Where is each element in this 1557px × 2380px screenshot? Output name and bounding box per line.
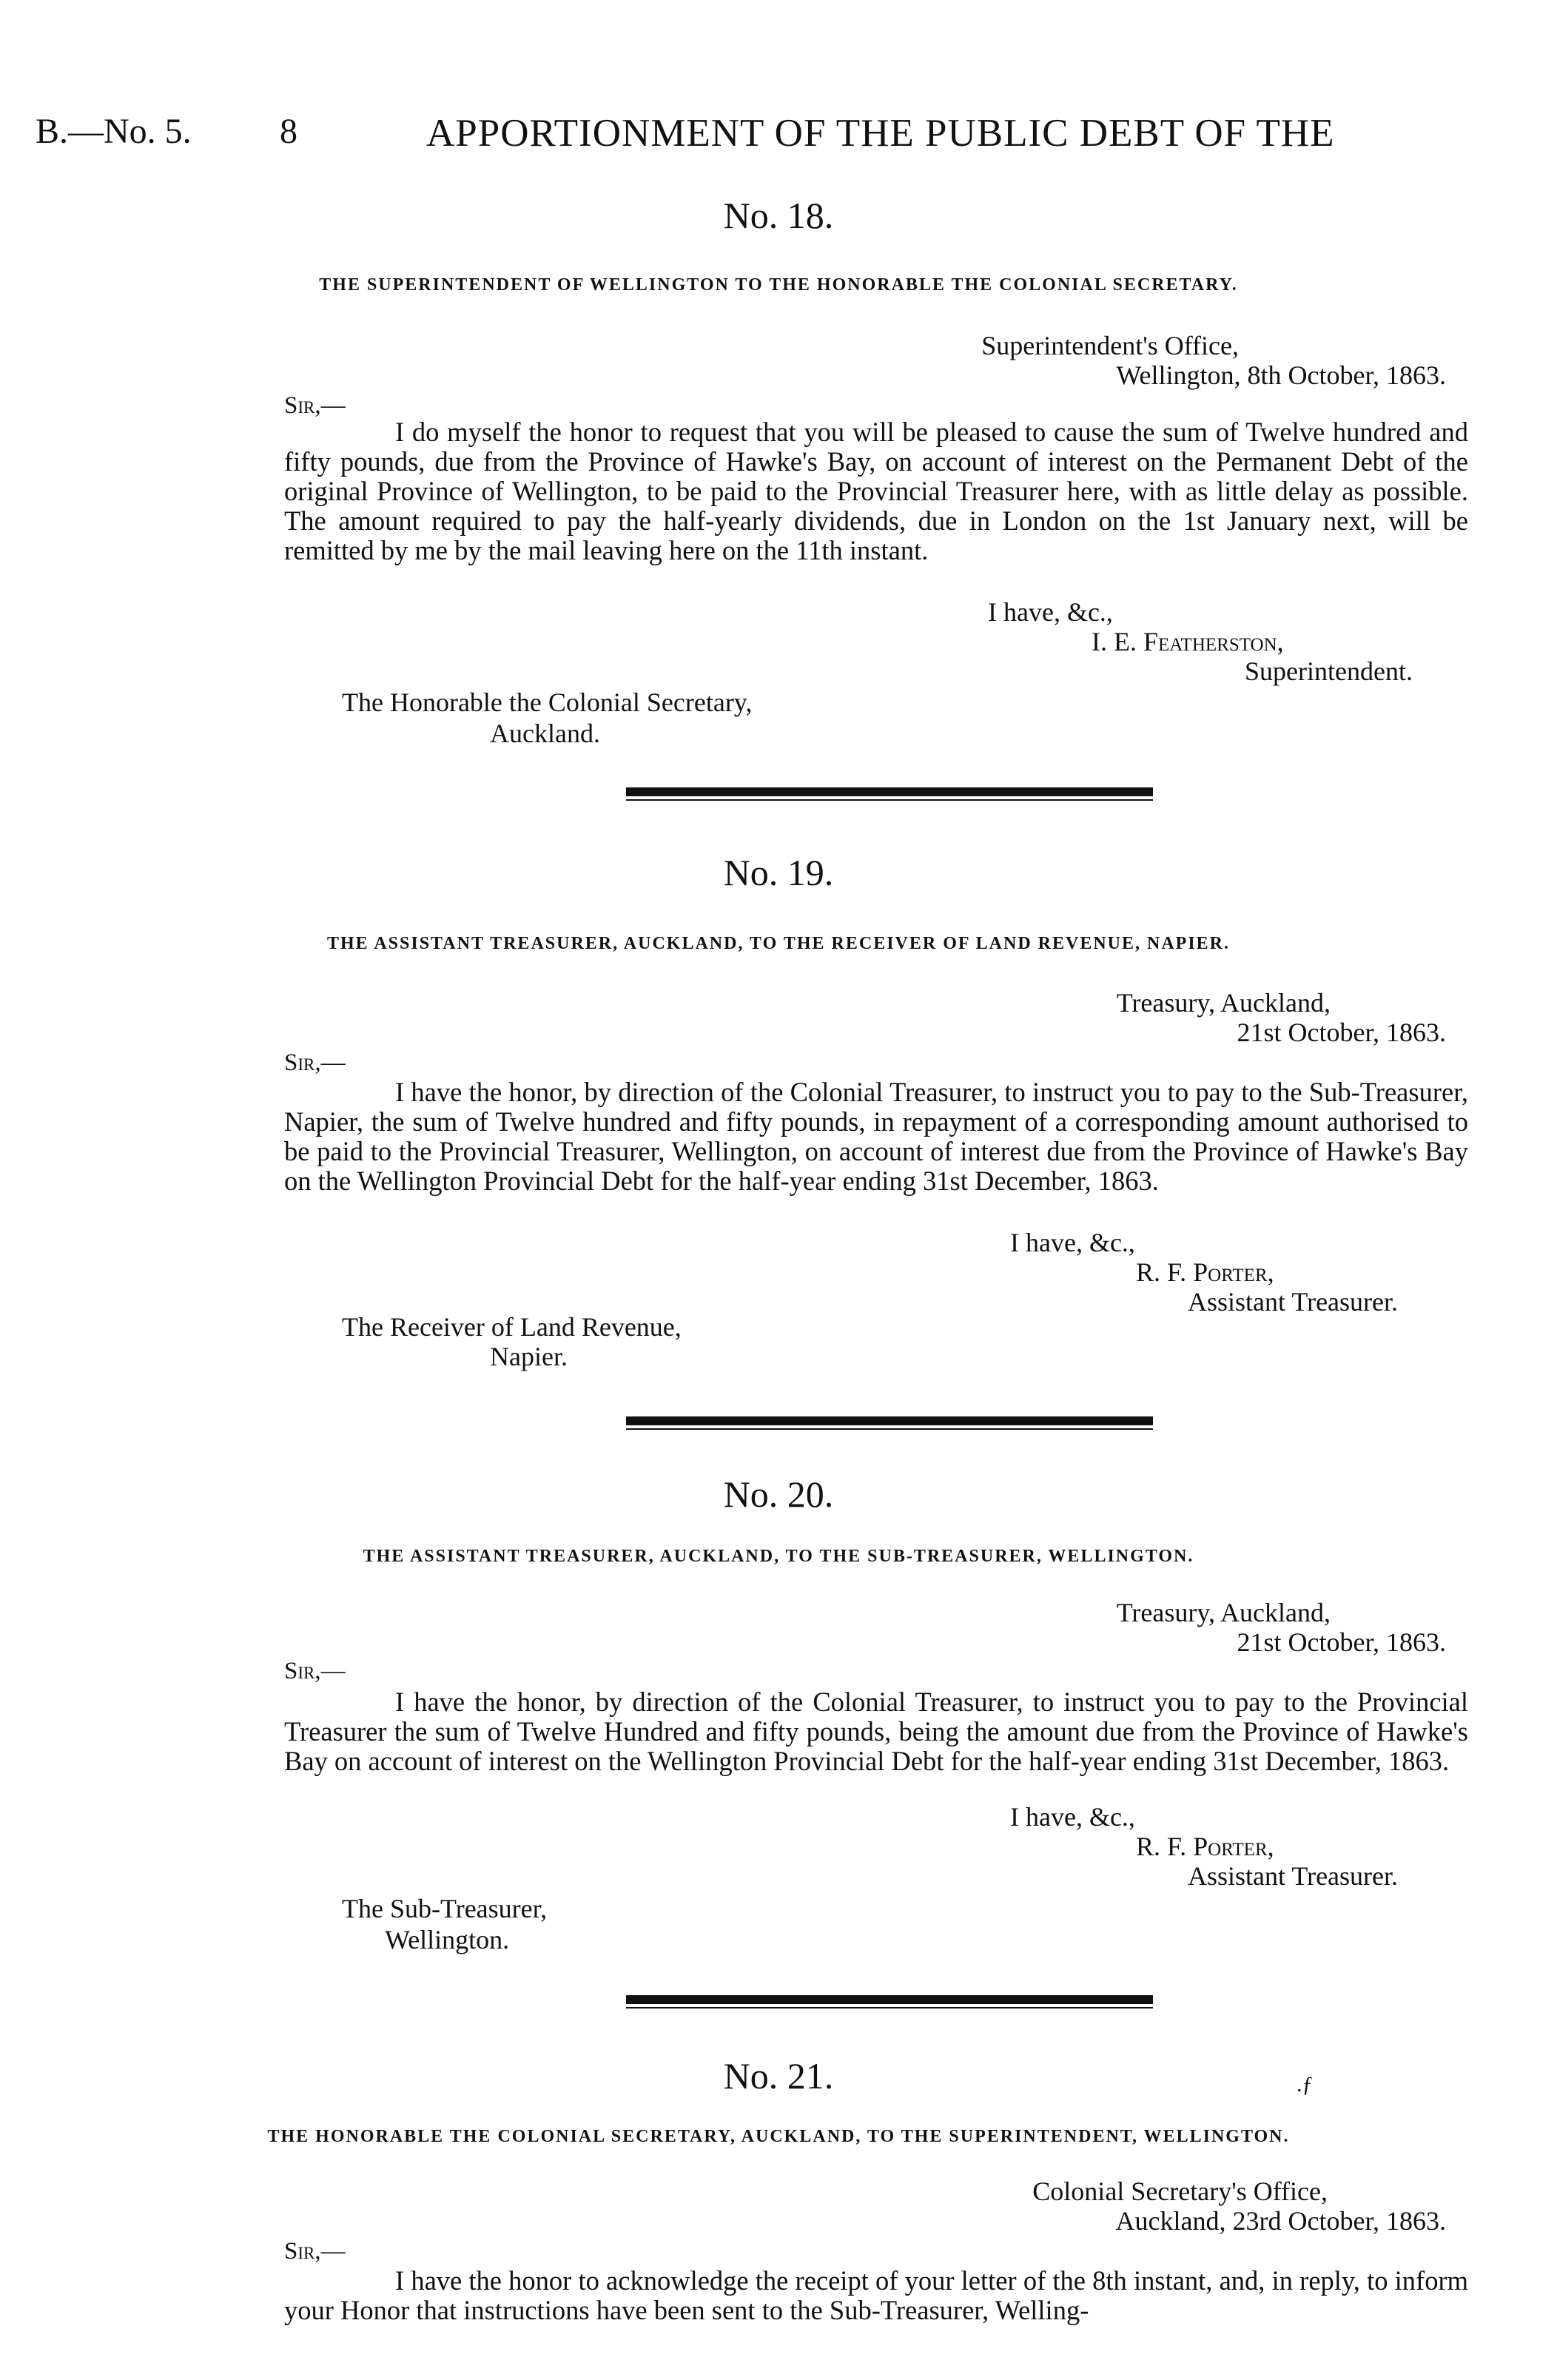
salutation: Sir,— bbox=[284, 1658, 346, 1684]
signatory-title: Superintendent. bbox=[1245, 656, 1413, 686]
recipient-line-1: The Honorable the Colonial Secretary, bbox=[342, 688, 753, 717]
salutation: Sir,— bbox=[284, 392, 346, 419]
letter-number: No. 19. bbox=[723, 852, 834, 893]
sender-address-line-2: 21st October, 1863. bbox=[1237, 1627, 1446, 1657]
recipient-line-1: The Sub-Treasurer, bbox=[342, 1894, 548, 1923]
recipient-line-2: Auckland. bbox=[490, 719, 600, 748]
letter-heading: THE ASSISTANT TREASURER, AUCKLAND, TO THE SUB-TREASURER, WELLINGTON. bbox=[363, 1547, 1194, 1566]
signatory-name: R. F. Porter, bbox=[1136, 1257, 1274, 1287]
page-header bbox=[36, 111, 1486, 163]
sender-address-line-1: Treasury, Auckland, bbox=[1116, 1598, 1331, 1627]
print-speck: .ƒ bbox=[1297, 2072, 1314, 2097]
letter-heading: THE ASSISTANT TREASURER, AUCKLAND, TO THE RECEIVER OF LAND REVENUE, NAPIER. bbox=[326, 934, 1231, 953]
sender-address-line-2: Wellington, 8th October, 1863. bbox=[1116, 360, 1446, 390]
salutation: Sir,— bbox=[284, 2238, 346, 2265]
section-divider bbox=[626, 1995, 1153, 2004]
closing: I have, &c., bbox=[988, 597, 1113, 627]
recipient-line-2: Napier. bbox=[490, 1342, 568, 1371]
letter-body: I have the honor, by direction of the Colonial Treasurer, to instruct you to pay to the Provincial Treasurer the sum of Twelve Hundred and fifty pounds, being the amount due from the Province of Hawke's Bay on account of interest on the Wellington Provincial Debt for the half-year ending 31st December, 1863. bbox=[284, 1687, 1468, 1776]
letter-body: I have the honor, by direction of the Colonial Treasurer, to instruct you to pay to the Sub-Treasurer, Napier, the sum of Twelve hundred and fifty pounds, in repayment of a corresponding amount authorised to be paid to the Provincial Treasurer, Wellington, on account of interest due from the Province of Hawke's Bay on the Wellington Provincial Debt for the half-year ending 31st December, 1863. bbox=[284, 1077, 1468, 1196]
signatory-name: R. F. Porter, bbox=[1136, 1832, 1274, 1861]
sender-address-line-2: 21st October, 1863. bbox=[1237, 1018, 1446, 1047]
closing: I have, &c., bbox=[1010, 1228, 1135, 1257]
sender-address-line-1: Superintendent's Office, bbox=[981, 331, 1239, 360]
page-number: 8 bbox=[280, 112, 297, 151]
recipient-line-1: The Receiver of Land Revenue, bbox=[342, 1312, 682, 1342]
closing: I have, &c., bbox=[1010, 1802, 1135, 1832]
letter-number: No. 18. bbox=[723, 195, 834, 236]
sender-address-line-1: Colonial Secretary's Office, bbox=[1032, 2176, 1328, 2206]
signatory-title: Assistant Treasurer. bbox=[1188, 1861, 1399, 1891]
sender-address-line-1: Treasury, Auckland, bbox=[1116, 988, 1331, 1018]
letter-body: I do myself the honor to request that you will be pleased to cause the sum of Twelve hundred and fifty pounds, due from the Province of Hawke's Bay, on account of interest on the Permanent Debt of the original Province of Wellington, to be paid to the Provincial Treasurer here, with as little delay as possible. The amount required to pay the half-yearly dividends, due in London on the 1st January next, will be remitted by me by the mail leaving here on the 11th instant. bbox=[284, 417, 1468, 565]
document-reference: B.—No. 5. bbox=[36, 112, 192, 151]
signatory-name: I. E. Featherston, bbox=[1092, 627, 1284, 656]
signatory-title: Assistant Treasurer. bbox=[1188, 1287, 1399, 1317]
recipient-line-2: Wellington. bbox=[385, 1925, 510, 1954]
section-divider bbox=[626, 787, 1153, 796]
letter-heading: THE SUPERINTENDENT OF WELLINGTON TO THE HONORABLE THE COLONIAL SECRETARY. bbox=[319, 275, 1238, 295]
letter-body: I have the honor to acknowledge the receipt of your letter of the 8th instant, and, in reply, to inform your Honor that instructions have been sent to the Sub-Treasurer, Welling- bbox=[284, 2265, 1468, 2325]
letter-heading: THE HONORABLE THE COLONIAL SECRETARY, AUCKLAND, TO THE SUPERINTENDENT, WELLINGTON. bbox=[267, 2127, 1290, 2146]
section-divider bbox=[626, 1416, 1153, 1425]
letter-number: No. 21. bbox=[723, 2055, 834, 2097]
sender-address-line-2: Auckland, 23rd October, 1863. bbox=[1115, 2206, 1446, 2236]
letter-number: No. 20. bbox=[723, 1473, 834, 1515]
salutation: Sir,— bbox=[284, 1049, 346, 1076]
running-title: APPORTIONMENT OF THE PUBLIC DEBT OF THE bbox=[426, 112, 1335, 155]
